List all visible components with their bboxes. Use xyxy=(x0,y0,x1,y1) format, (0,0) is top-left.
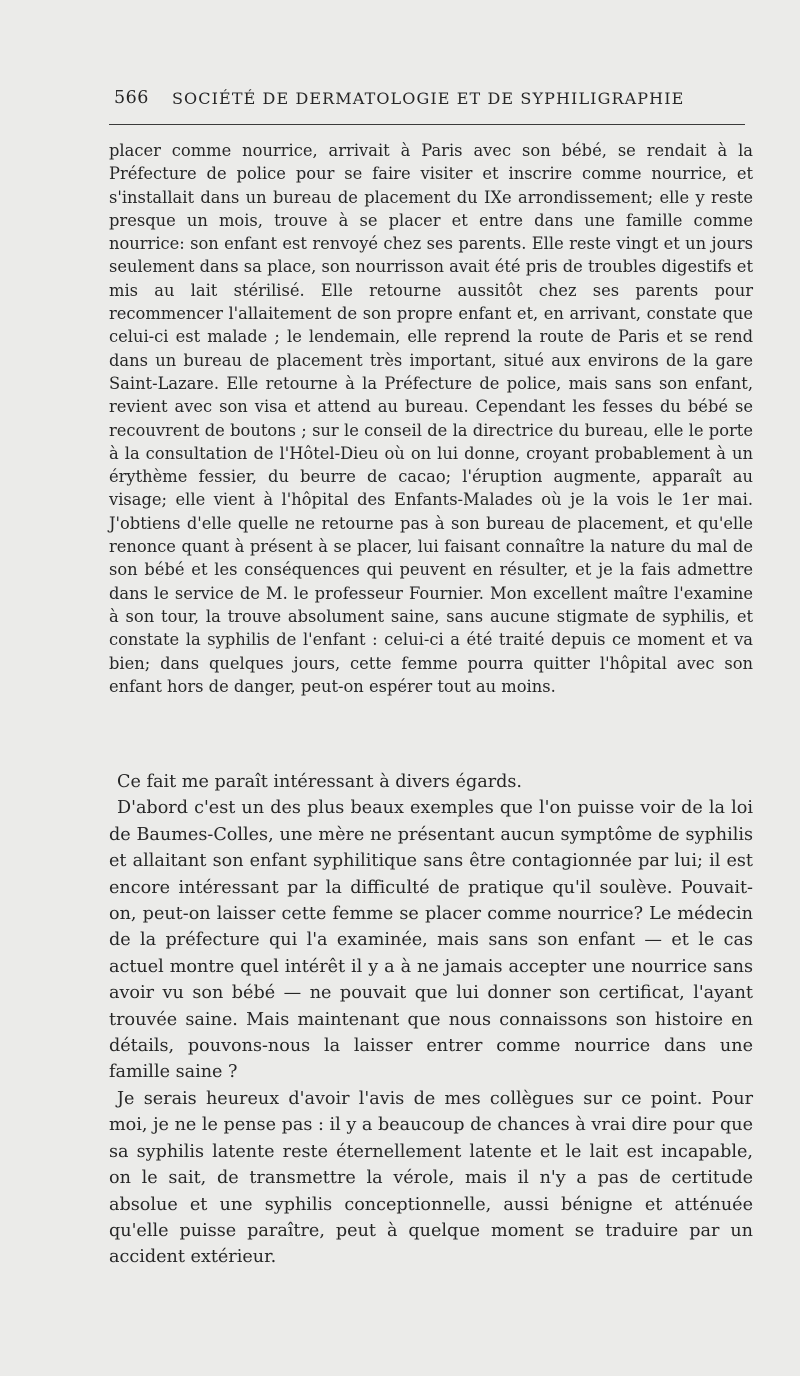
case-report-text xyxy=(109,139,753,698)
discussion-text xyxy=(109,769,753,1271)
page-number: 566 xyxy=(114,88,149,108)
running-title: SOCIÉTÉ DE DERMATOLOGIE ET DE SYPHILIGRAPHIE xyxy=(172,89,685,108)
page-header xyxy=(114,88,744,112)
discussion-paragraph-2: D'abord c'est un des plus beaux exemples que l'on puisse voir de la loi de Baumes-Colles, une mère ne présentant aucun symptôme de syphilis et allaitant son enfant syphilitique sans être contagionnée par lui; il est encore intéressant par la difficulté de pratique qu'il soulève. Pouvait-on, peut-on laisser cette femme se placer comme nourrice? Le médecin de la préfecture qui l'a examinée, mais sans son enfant — et le cas actuel montre quel intérêt il y a à ne jamais accepter une nourrice sans avoir vu son bébé — ne pouvait que lui donner son certificat, l'ayant trouvée saine. Mais maintenant que nous connaissons son histoire en détails, pouvons-nous la laisser entrer comme nourrice dans une famille saine ? xyxy=(109,798,753,1083)
case-paragraph: placer comme nourrice, arrivait à Paris avec son bébé, se rendait à la Préfecture de police pour se faire visiter et inscrire comme nourrice, et s'installait dans un bureau de placement du IXe arrondissement; elle y reste presque un mois, trouve à se placer et entre dans une famille comme nourrice: son enfant est renvoyé chez ses parents. Elle reste vingt et un jours seulement dans sa place, son nourrisson avait été pris de troubles digestifs et mis au lait stérilisé. Elle retourne aussitôt chez ses parents pour recommencer l'allaitement de son propre enfant et, en arrivant, constate que celui-ci est malade ; le lendemain, elle reprend la route de Paris et se rend dans un bureau de placement très important, situé aux environs de la gare Saint-Lazare. Elle retourne à la Préfecture de police, mais sans son enfant, revient avec son visa et attend au bureau. Cependant les fesses du bébé se recouvrent de boutons ; sur le conseil de la directrice du bureau, elle le porte à la consultation de l'Hôtel-Dieu où on lui donne, croyant probablement à un érythème fessier, du beurre de cacao; l'éruption augmente, apparaît au visage; elle vient à l'hôpital des Enfants-Malades où je la vois le 1er mai. J'obtiens d'elle quelle ne retourne pas à son bureau de placement, et qu'elle renonce quant à présent à se placer, lui faisant connaître la nature du mal de son bébé et les conséquences qui peuvent en résulter, et je la fais admettre dans le service de M. le professeur Fournier. Mon excellent maître l'examine à son tour, la trouve absolument saine, sans aucune stigmate de syphilis, et constate la syphilis de l'enfant : celui-ci a été traité depuis ce moment et va bien; dans quelques jours, cette femme pourra quitter l'hôpital avec son enfant hors de danger, peut-on espérer tout au moins. xyxy=(109,141,753,696)
discussion-paragraph-3: Je serais heureux d'avoir l'avis de mes collègues sur ce point. Pour moi, je ne le pense pas : il y a beaucoup de chances à vrai dire pour que sa syphilis latente reste éternellement latente et le lait est incapable, on le sait, de transmettre la vérole, mais il n'y a pas de certitude absolue et une syphilis conceptionnelle, aussi bénigne et atténuée qu'elle puisse paraître, peut à quelque moment se traduire par un accident extérieur. xyxy=(109,1088,753,1268)
discussion-paragraph-1: Ce fait me paraît intéressant à divers égards. xyxy=(117,772,522,792)
header-rule xyxy=(109,124,745,125)
